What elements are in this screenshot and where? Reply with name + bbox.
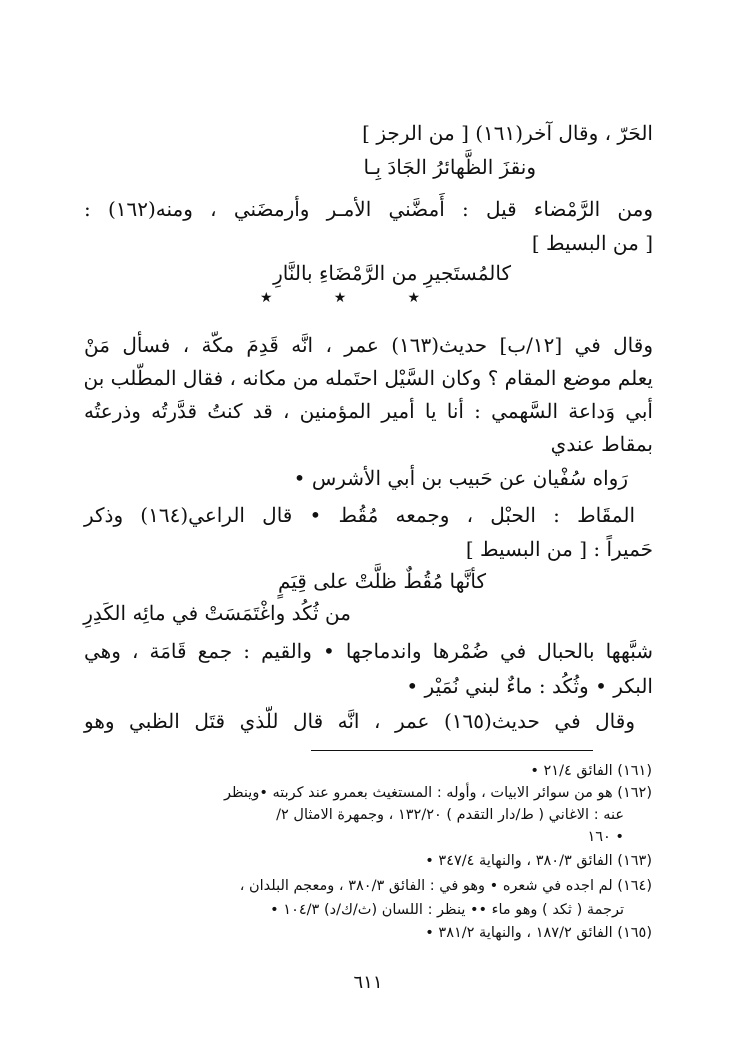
text-line-11: المقَاط : الحبْل ، وجمعه مُقُط • قال الراعي(١٦٤) وذكر [84,503,636,527]
text-line-3: ومن الرَّمْضاء قيل : أَمضَّني الأمـر وأرمضَني ، ومنه(١٦٢) : [84,197,653,221]
text-line-10: رَواه سُفْيان عن حَبيب بن أبي الأشرس • [293,466,628,490]
footnote-separator [311,750,593,751]
footnote-163: (١٦٣) الفائق ٣٨٠/٣ ، والنهاية ٣٤٧/٤ • [425,853,652,869]
footnote-164-cont: ترجمة ( ثكد ) وهو ماء •• ينظر : اللسان (ث/ك/د) ١٠٤/٣ • [270,902,624,918]
text-line-8: أبي وَداعة السَّهمي : أنا يا أمير المؤمنين ، قد كنتُ قدَّرتُه وذرعتُه [84,399,653,423]
text-line-6: وقال في [١٢/ب] حديث(١٦٣) عمر ، انَّه قَدِمَ مكّة ، فسأل مَنْ [84,333,653,357]
verse-line-3b: من ثُكُد واغْتَمَسَتْ في مائِه الكَدِرِ [83,601,351,625]
star-icon: ★ [333,290,347,306]
footnote-162-cont2: ١٦٠ • [587,829,624,845]
verse-line-2: كالمُستَجيرِ من الرَّمْضَاءِ بالنَّارِ [273,261,511,285]
section-divider-stars [260,290,420,310]
star-icon: ★ [260,290,273,306]
verse-line-1: ونقزَ الظَّهائرُ الجَادَ بِـا [363,155,536,179]
meter-label-1: [ من البسيط ] [531,231,653,255]
text-line-9: بمقاط عندي [550,432,653,456]
text-line-12: حَميراً : [ من البسيط ] [465,537,653,561]
footnote-162-cont: عنه : الاغاني ( ط/دار التقدم ) ١٣٢/٢٠ ، وجمهرة الامثال ٢/ [276,807,624,823]
page-number: ٦١١ [353,972,383,993]
text-line-15: شبَّهها بالحبال في ضُمْرها واندماجها • والقيم : جمع قَامَة ، وهي [84,639,653,663]
star-icon: ★ [407,290,420,306]
text-line-16: البكر • وثُكُد : ماءٌ لبني نُمَيْر • [406,674,653,698]
footnote-161: (١٦١) الفائق ٢١/٤ • [530,763,652,779]
text-line-17: وقال في حديث(١٦٥) عمر ، انَّه قال للّذي قتَل الظبي وهو [84,709,635,733]
footnote-162: (١٦٢) هو من سوائر الابيات ، وأوله : المستغيث بعمرو عند كربته •وينظر [224,785,652,801]
text-line-7: يعلم موضع المقام ؟ وكان السَّيْل احتَمله من مكانه ، فقال المطّلب بن [83,366,653,390]
footnote-164: (١٦٤) لم اجده في شعره • وهو في : الفائق ٣٨٠/٣ ، ومعجم البلدان ، [239,878,652,894]
footnote-165: (١٦٥) الفائق ١٨٧/٢ ، والنهاية ٣٨١/٢ • [425,925,652,941]
verse-line-3a: كأنَّها مُقُطٌ ظلَّتْ على قِيَمٍ [277,569,486,593]
text-line-1: الحَرّ ، وقال آخر(١٦١) [ من الرجز ] [362,121,653,145]
